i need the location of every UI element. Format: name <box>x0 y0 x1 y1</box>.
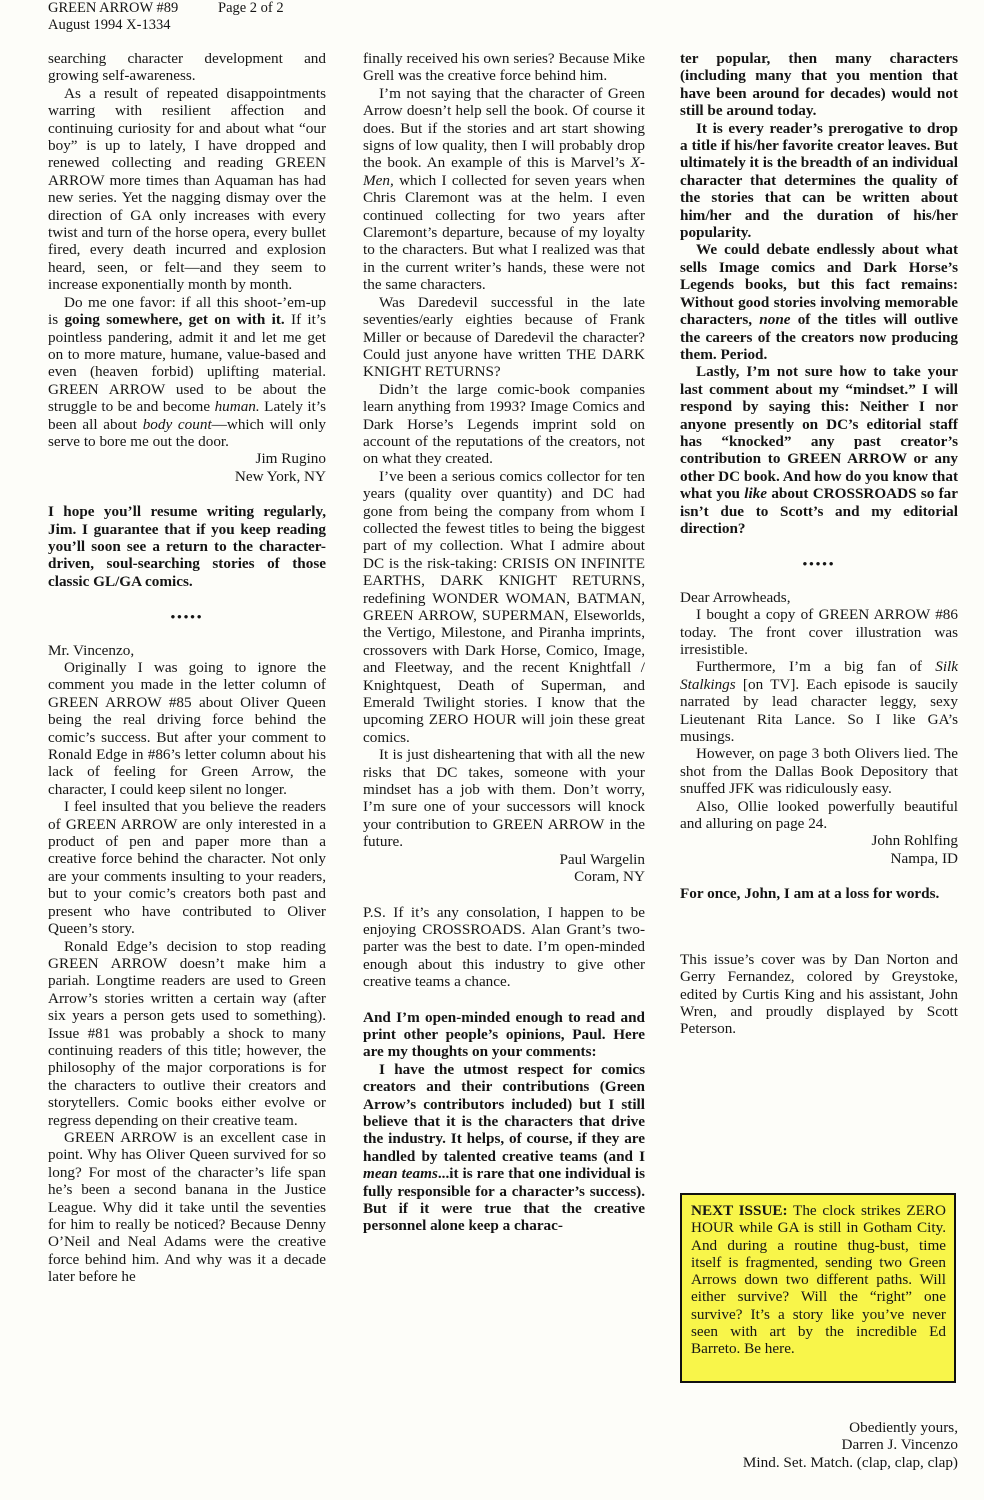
editor-signoff <box>680 1419 958 1471</box>
letter-paragraph: searching character development and growing self-awareness. <box>48 50 326 85</box>
signoff-closing: Obediently yours, <box>849 1419 958 1436</box>
column-3 <box>680 50 958 1038</box>
letter-paragraph: It is just disheartening that with all the new risks that DC takes, someone with your mindset has a job with them. Don’t worry, I’m sure one of your successors will knock your contribution to GREEN ARROW in the future. <box>363 746 645 851</box>
letter-paragraph: Was Daredevil successful in the late seventies/early eighties because of Frank Miller or because of Daredevil the character? Could just anyone have written THE DARK KNIGHT RETURNS? <box>363 293 645 381</box>
letter-paragraph: As a result of repeated disappointments warring with resilient affection and continuing curiosity for and about what “our boy” is up to lately, I have dropped and renewed collecting and reading GREEN ARROW more times than Aquaman has had new series. Yet the nagging dismay over the direction of GA only increases with every twist and turn of the horse opera, every bullet fired, every death incurred and explosion heard, seen, or felt—and they seem to increase exponentially month by month. <box>48 84 326 294</box>
next-issue-text: The clock strikes ZERO HOUR while GA is still in Gotham City. And during a routine thug-bust, time itself is fragmented, sending two Green Arrows down two different paths. Will either survive? Will the “right” one survive? It’s a story like you’ve never seen with art by the incredible Ed Barreto. Be here. <box>691 1202 947 1358</box>
letter-paragraph: Do me one favor: if all this shoot-’em-up is going somewhere, get on with it. If it’s pointless pandering, admit it and let me get on to more mature, humane, value-based and even (heaven forbid) uplifting material. GREEN ARROW used to be about the struggle to be and become human. Lately it’s been all about body count—which will only serve to bore me out the door. <box>48 293 327 450</box>
letter-paragraph: GREEN ARROW is an excellent case in point. Why has Oliver Queen survived for so long? For most of the character’s life span he’s been a second banana in the Justice League. Why did it take until the seventies for him to really be noticed? Because Denny O’Neil and Neal Adams were the creative force behind him. And why was it a decade later before he <box>48 1128 326 1286</box>
letter-signature-place: Coram, NY <box>574 868 645 886</box>
editor-reply: And I’m open-minded enough to read and print other people’s opinions, Paul. Here are my thoughts on your comments: <box>363 1008 645 1061</box>
letter-salutation: Dear Arrowheads, <box>680 588 791 606</box>
letter-paragraph: Ronald Edge’s decision to stop reading GREEN ARROW doesn’t make him a pariah. Longtime readers are used to Green Arrow’s stories written a certain way (after six years a person gets used to something). Issue #81 was probably a shock to many continuing readers of this title; however, the philosophy of the major corporations is for the characters to outlive their creators and storytellers. Comic books either evolve or regress depending on their creative team. <box>48 937 326 1129</box>
issue-code: X-1334 <box>126 17 171 33</box>
section-divider: ••••• <box>170 609 204 625</box>
letter-signature-place: Nampa, ID <box>890 849 958 867</box>
letter-paragraph: However, on page 3 both Olivers lied. The shot from the Dallas Book Depository that snuffed JFK was ridiculously easy. <box>680 745 958 798</box>
editor-reply: ter popular, then many characters (including many that you mention that have been around for decades) would not still be around today. <box>680 50 958 120</box>
letter-paragraph: I feel insulted that you believe the readers of GREEN ARROW are only interested in a product of pen and paper more than a creative force behind the character. Not only are your comments insulting to your readers, but to your comic’s creators both past and present who have contributed to Oliver Queen’s story. <box>48 798 326 938</box>
letter-signature-name: Paul Wargelin <box>559 850 645 868</box>
editor-reply: For once, John, I am at a loss for words. <box>680 885 940 903</box>
letter-paragraph: Didn’t the large comic-book companies learn anything from 1993? Image Comics and Dark Horse’s Legends imprint sold on account of the reputations of the creators, not on what they created. <box>363 380 645 468</box>
signoff-name: Darren J. Vincenzo <box>841 1436 958 1454</box>
letter-paragraph: Also, Ollie looked powerfully beautiful and alluring on page 24. <box>680 797 958 833</box>
editor-reply: It is every reader’s prerogative to drop a title if his/her favorite creator leaves. But ultimately it is the breadth of an individual character that determines the quality of the stories that can be written about him/her and the duration of his/her popularity. <box>680 119 958 242</box>
editor-reply: Lastly, I’m not sure how to take your last comment about my “mindset.” I will respond by saying this: Neither I nor anyone presently on DC’s editorial staff has “knocked” any past creator’s contribution to GREEN ARROW or any other DC book. And how do you know that what you like about CROSSROADS so far isn’t due to Scott’s and my editorial direction? <box>680 363 959 537</box>
cover-credits: This issue’s cover was by Dan Norton and Gerry Fernandez, colored by Greystoke, edited by Curtis King and his assistant, John Wren, and proudly displayed by Scott Peterson. <box>680 950 958 1038</box>
letter-paragraph: I bought a copy of GREEN ARROW #86 today. The front cover illustration was irresistible. <box>680 606 958 658</box>
issue-date: August 1994 <box>48 17 123 33</box>
page-number: Page 2 of 2 <box>218 0 284 16</box>
letter-signature-name: John Rohlfing <box>871 832 958 850</box>
letter-salutation: Mr. Vincenzo, <box>48 641 135 659</box>
comic-title: GREEN ARROW #89 <box>48 0 179 16</box>
next-issue-label: NEXT ISSUE: <box>691 1202 788 1219</box>
letter-postscript: P.S. If it’s any consolation, I happen to be enjoying CROSSROADS. Alan Grant’s two-parter was the best to date. I’m open-minded enough about this industry to give other creative teams a chance. <box>363 903 645 991</box>
editor-reply: I have the utmost respect for comics creators and their contributions (Green Arrow’s contributors included) but I still believe that it is the characters that drive the industry. It helps, of course, if they are handled by talented creative teams (and I mean teams...it is rare that one individual is fully responsible for a character’s success). But if it were true that the creative personnel alone keep a charac- <box>363 1060 645 1235</box>
editor-reply: We could debate endlessly about what sells Image comics and Dark Horse’s Legends books, but this fact remains: Without good stories involving memorable characters, none of the titles will outlive the careers of the creators now producing them. Period. <box>680 241 958 363</box>
column-2 <box>363 50 645 1235</box>
letter-paragraph: I’m not saying that the character of Green Arrow doesn’t help sell the book. Of course it does. But if the stories and art start showing signs of low quality, then I will probably drop the book. An example of this is Marvel’s X-Men, which I collected for seven years when Chris Claremont was at the helm. I even continued collecting for two years after Claremont’s departure, because of my loyalty to the characters. But what I realized was that in the current writer’s hands, these were not the same characters. <box>363 84 645 294</box>
signoff-tagline: Mind. Set. Match. (clap, clap, clap) <box>742 1453 958 1471</box>
letter-paragraph: finally received his own series? Because Mike Grell was the creative force behind him. <box>363 50 645 85</box>
section-divider: ••••• <box>802 556 836 572</box>
letter-signature-name: Jim Rugino <box>255 450 326 468</box>
letter-paragraph: Originally I was going to ignore the comment you made in the letter column of GREEN ARROW #85 about Oliver Queen being the real driving force behind the comic’s success. But after your comment to Ronald Edge in #86’s letter column about his lack of feeling for Green Arrow, the character, I could keep silent no longer. <box>48 659 326 798</box>
next-issue-box <box>680 1193 956 1383</box>
editor-reply: I hope you’ll resume writing regularly, Jim. I guarantee that if you keep reading you’ll soon see a return to the character-driven, soul-searching stories of those classic GL/GA comics. <box>48 503 326 590</box>
letter-paragraph: Furthermore, I’m a big fan of Silk Stalkings [on TV]. Each episode is saucily narrated by lead character leggy, sexy Lieutenant Rita Lance. So I like GA’s musings. <box>680 658 958 746</box>
column-1 <box>48 50 326 1286</box>
letter-signature-place: New York, NY <box>234 467 326 485</box>
letter-paragraph: I’ve been a serious comics collector for ten years (quality over quantity) and DC had gone from being the company from whom I collected the fewest titles to being the biggest part of my collection. What I admire about DC is the risk-taking: CRISIS ON INFINITE EARTHS, DARK KNIGHT RETURNS, redefining WONDER WOMAN, BATMAN, GREEN ARROW, SUPERMAN, Elseworlds, the Vertigo, Milestone, and Piranha imprints, crossovers with Dark Horse, Comico, Image, and Fleetway, and the recent Knightfall / Knightquest, Death of Superman, and Emerald Twilight stories. I know that the upcoming ZERO HOUR will join these great comics. <box>363 467 645 746</box>
page-header <box>48 0 284 34</box>
